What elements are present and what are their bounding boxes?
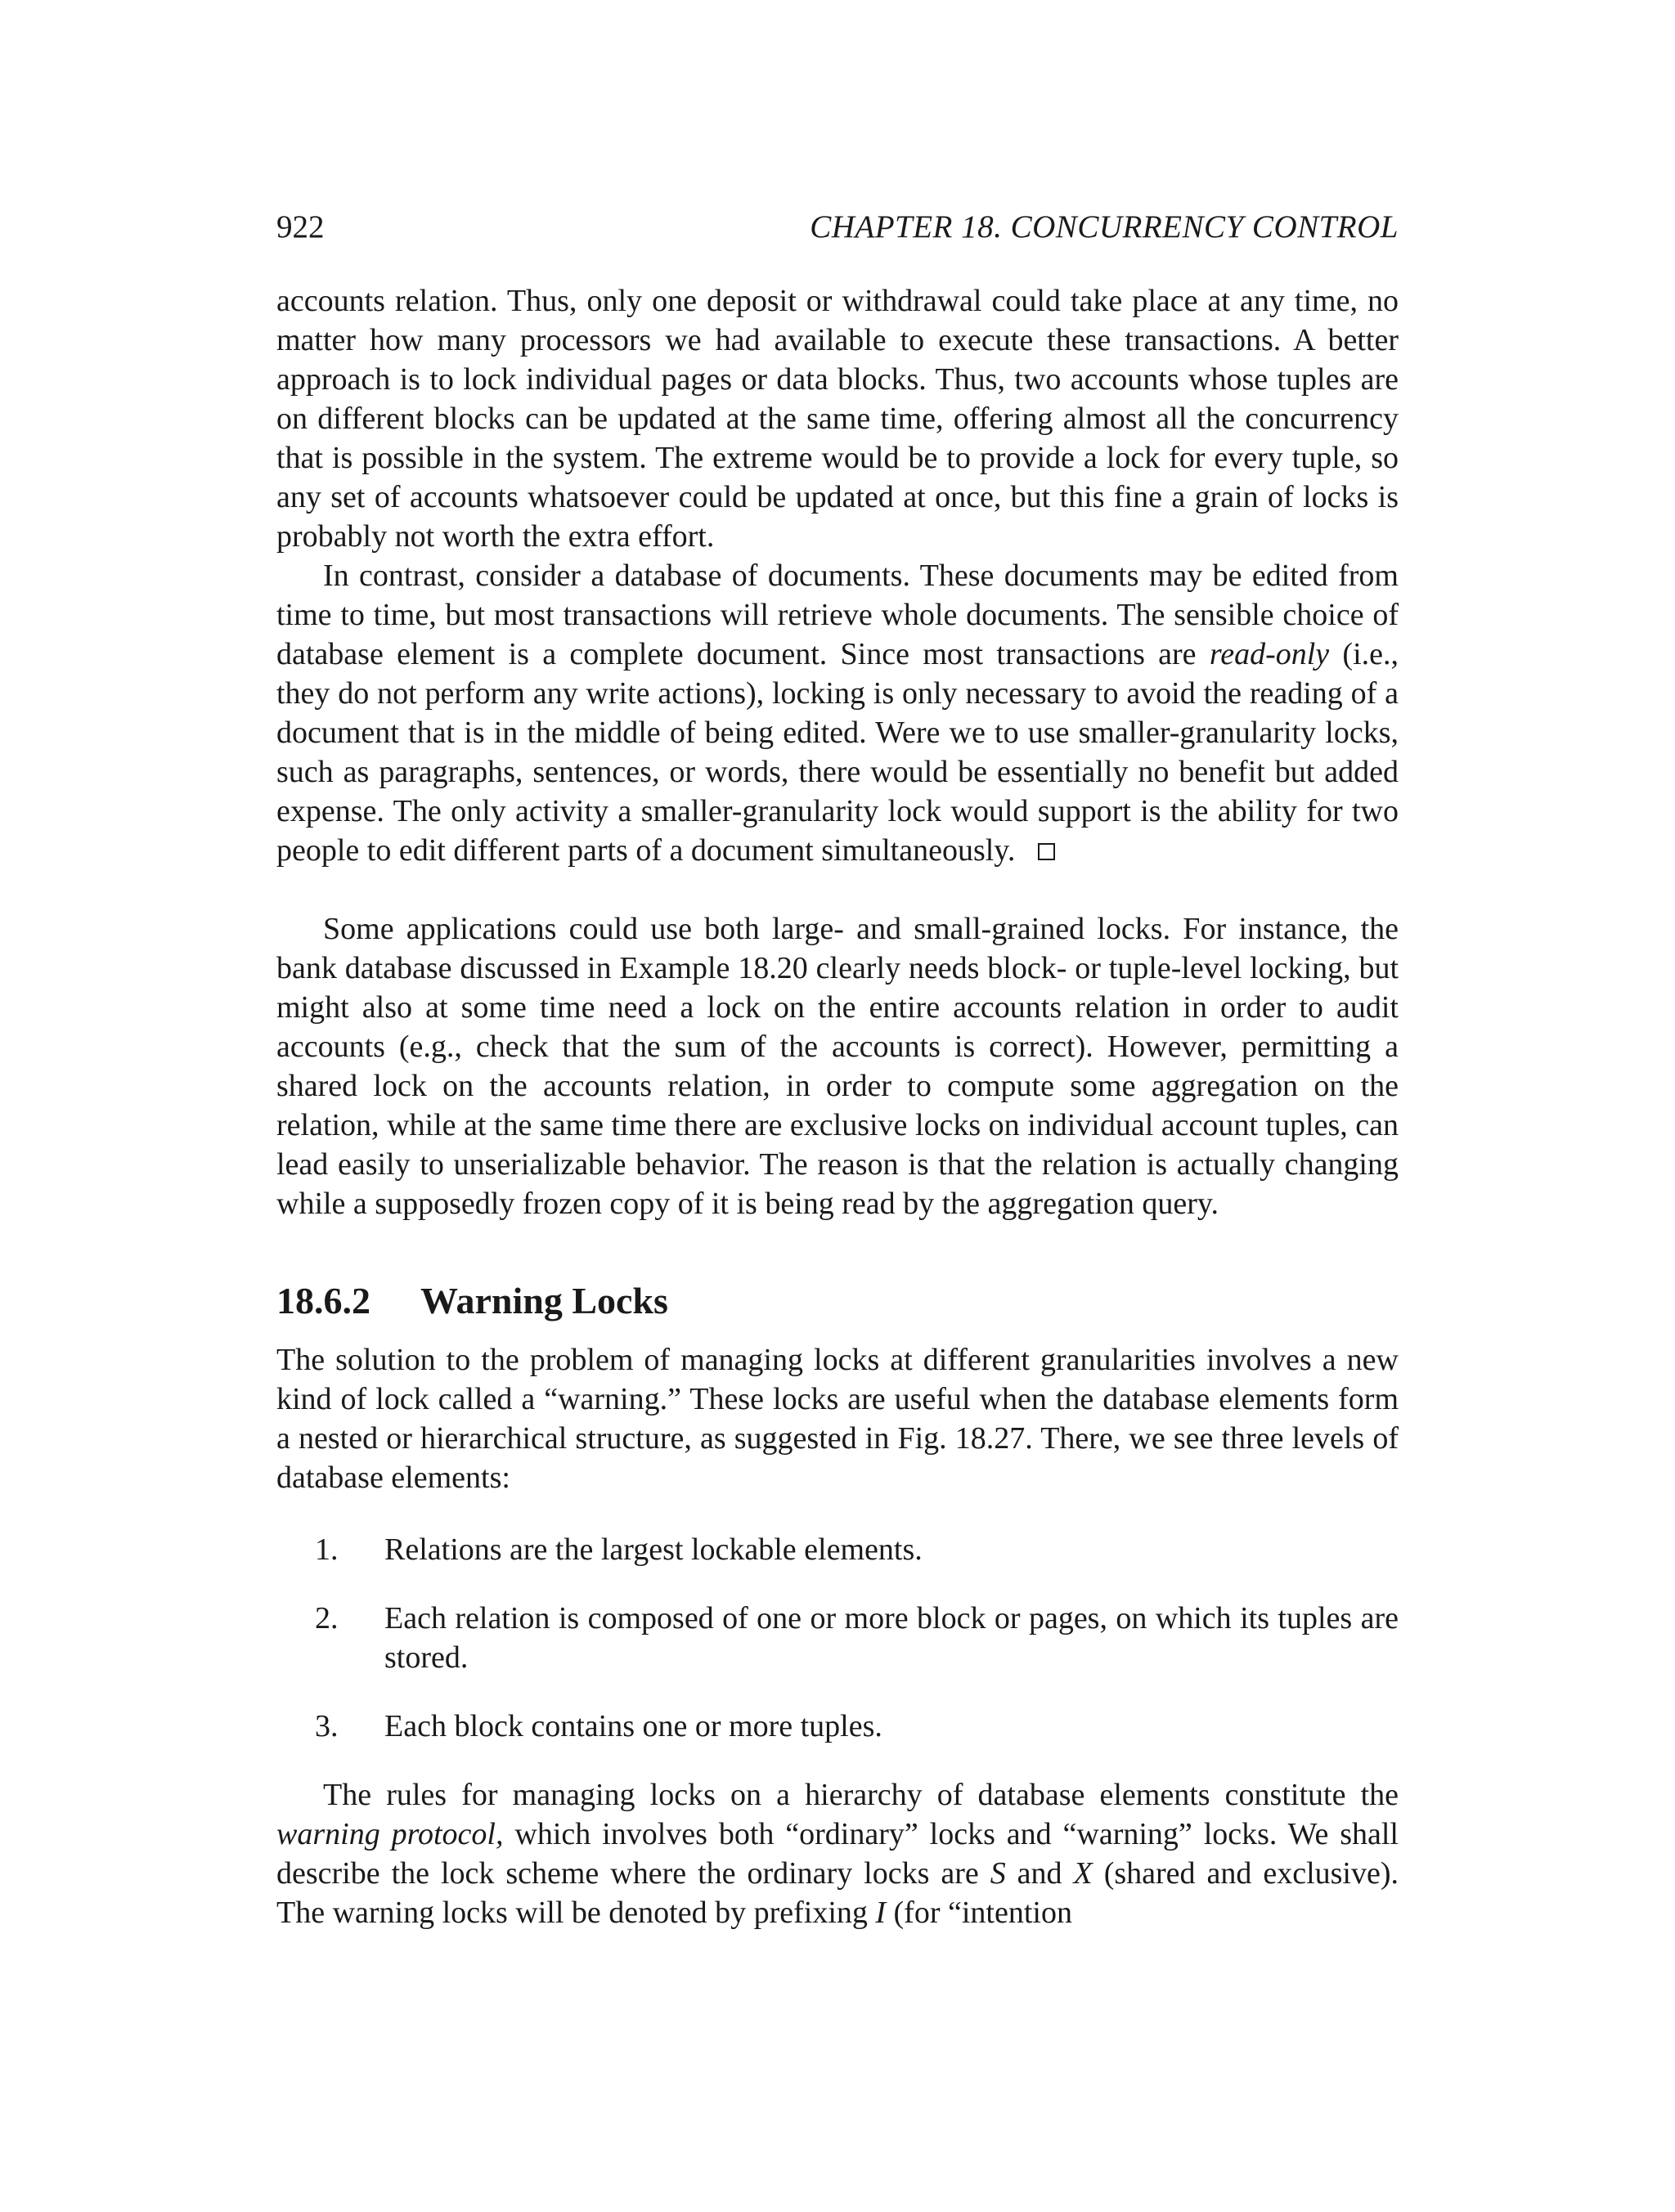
running-title: CHAPTER 18. CONCURRENCY CONTROL [810,209,1399,245]
list-item-text: Each block contains one or more tuples. [384,1709,882,1743]
element-levels-list [276,1530,1399,1746]
list-marker: 3. [315,1709,339,1743]
paragraph-text: which involves both “ordinary” locks and “warning” locks. We shall describe the lock scheme where the ordinary locks are [276,1817,1399,1891]
paragraph-text: (shared and exclusive). The warning locks will be denoted by prefixing [276,1856,1399,1930]
page-header [276,209,1399,245]
list-item-text: Relations are the largest lockable elements. [384,1532,923,1567]
list-item [276,1707,1399,1746]
paragraph-text: (for “intention [886,1896,1072,1930]
section-heading [276,1279,1399,1322]
list-item [276,1530,1399,1569]
symbol-s: S [990,1856,1006,1891]
paragraph-text: The rules for managing locks on a hierarchy of database elements constitute the [323,1778,1399,1812]
paragraph-documents-example [276,556,1399,870]
section-title: Warning Locks [420,1280,668,1321]
section-number: 18.6.2 [276,1280,370,1321]
emphasis-warning-protocol: warning protocol, [276,1817,504,1851]
paragraph-mixed-granularity: Some applications could use both large- and small-grained locks. For instance, the bank database discussed in Example 18.20 clearly needs block- or tuple-level locking, but might also at some time need a lock on the entire accounts relation in order to audit accounts (e.g., check that the sum of the accounts is correct). However, permitting a shared lock on the accounts relation, in order to compute some aggregation on the relation, while at the same time there are exclusive locks on individual account tuples, can lead easily to unserializable behavior. The reason is that the relation is actually changing while a supposedly frozen copy of it is being read by the aggregation query. [276,912,1399,1221]
paragraph-warning-intro: The solution to the problem of managing locks at different granularities involves a new kind of lock called a “warning.” These locks are useful when the database elements form a nested or hierarchical structure, as suggested in Fig. 18.27. There, we see three levels of database elements: [276,1343,1399,1495]
symbol-x: X [1073,1856,1093,1891]
paragraph-continued: accounts relation. Thus, only one deposit or withdrawal could take place at any time, no matter how many processors we had available to execute these transactions. A better approach is to lock individual pages or data blocks. Thus, two accounts whose tuples are on different blocks can be updated at the same time, offering almost all the concurrency that is possible in the system. The extreme would be to provide a lock for every tuple, so any set of accounts whatsoever could be updated at once, but this fine a grain of locks is probably not worth the extra effort. [276,284,1399,554]
symbol-i: I [875,1896,887,1930]
paragraph-text: and [1005,1856,1074,1891]
page-number: 922 [276,209,325,245]
list-marker: 1. [315,1532,339,1567]
end-of-example-icon [1038,843,1055,860]
list-item-text: Each relation is composed of one or more block or pages, on which its tuples are stored. [384,1601,1399,1675]
paragraph-warning-protocol [276,1775,1399,1932]
list-marker: 2. [315,1601,339,1635]
emphasis-read-only: read-only [1209,637,1330,671]
list-item [276,1599,1399,1677]
page [276,209,1399,1932]
paragraph-text: In contrast, consider a database of documents. These documents may be edited from time to time, but most transactions will retrieve whole documents. The sensible choice of database element is a complete document. Since most transactions are [276,559,1399,671]
paragraph-text: (i.e., they do not perform any write actions), locking is only necessary to avoid the reading of a document that is in the middle of being edited. Were we to use smaller-granularity locks, such as paragraphs, sentences, or words, there would be essentially no benefit but added expense. The only activity a smaller-granularity lock would support is the ability for two people to edit different parts of a document simultaneously. [276,637,1399,868]
